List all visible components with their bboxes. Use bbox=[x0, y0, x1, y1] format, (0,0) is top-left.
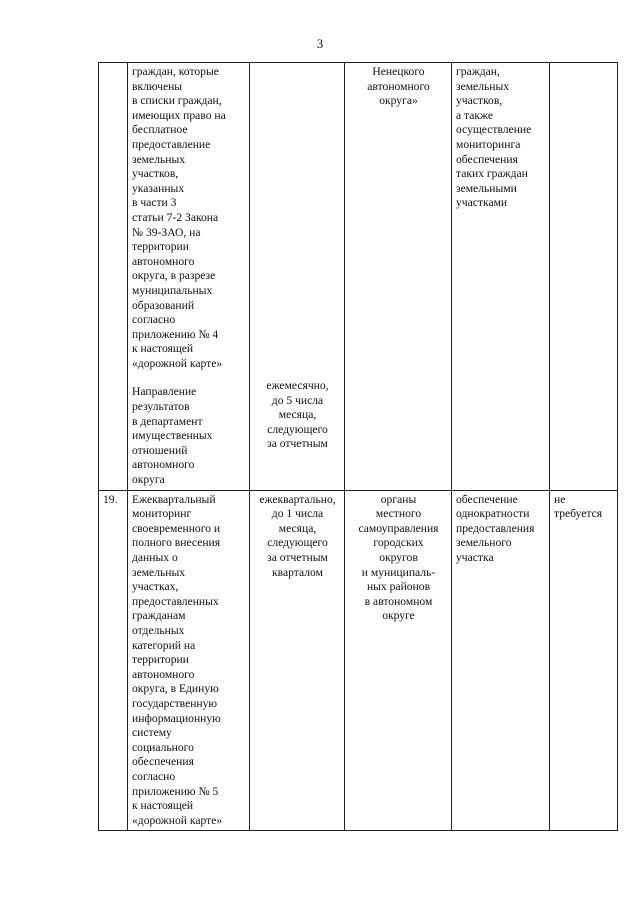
activity-text: Ежеквартальный мониторинг своевременного и полного внесения данных о земельных участках, предоставленных гражданам отдельных категорий на территории автономного округа, в Единую государственную информационную систему социального обеспечения согласно приложению № 5 к настоящей «дорожной карте» bbox=[132, 492, 223, 827]
activity-cell bbox=[128, 63, 250, 491]
deadline-cell bbox=[250, 63, 345, 491]
table-row bbox=[99, 63, 618, 491]
responsible-cell bbox=[345, 63, 452, 491]
roadmap-table bbox=[98, 62, 618, 831]
result-text: граждан, земельных участков, а также осуществление мониторинга обеспечения таких граждан земельными участками bbox=[456, 65, 532, 210]
deadline-text: ежемесячно, до 5 числа месяца, следующего за отчетным bbox=[266, 379, 329, 451]
note-text: не требуется bbox=[554, 492, 603, 521]
row-number-cell bbox=[99, 63, 128, 491]
activity-text: граждан, которые включены в списки граждан, имеющих право на бесплатное предоставление земельных участков, указанных в части 3 статьи 7-2 Закона № 39-ЗАО, на территории автономного округа, в разрезе муниципальных образований согласно приложению № 4 к настоящей «дорожной карте» bbox=[132, 65, 226, 370]
page-number: 3 bbox=[316, 36, 324, 51]
result-cell bbox=[452, 490, 550, 831]
note-cell bbox=[550, 490, 618, 831]
table-row bbox=[99, 490, 618, 831]
row-number-cell bbox=[99, 490, 128, 831]
note-cell bbox=[550, 63, 618, 491]
activity-cell bbox=[128, 490, 250, 831]
deadline-text: ежеквартально, до 1 числа месяца, следующего за отчетным кварталом bbox=[259, 492, 336, 579]
responsible-cell bbox=[345, 490, 452, 831]
result-text: обеспечение однократности предоставления земельного участка bbox=[456, 492, 535, 564]
result-cell bbox=[452, 63, 550, 491]
activity-text-continued: Направление результатов в департамент имущественных отношений автономного округа bbox=[132, 385, 213, 487]
deadline-cell bbox=[250, 490, 345, 831]
responsible-text: Ненецкого автономного округа» bbox=[367, 65, 430, 108]
responsible-text: органы местного самоуправления городских округов и муниципаль- ных районов в автономном округе bbox=[358, 492, 439, 623]
row-number: 19. bbox=[103, 492, 118, 506]
